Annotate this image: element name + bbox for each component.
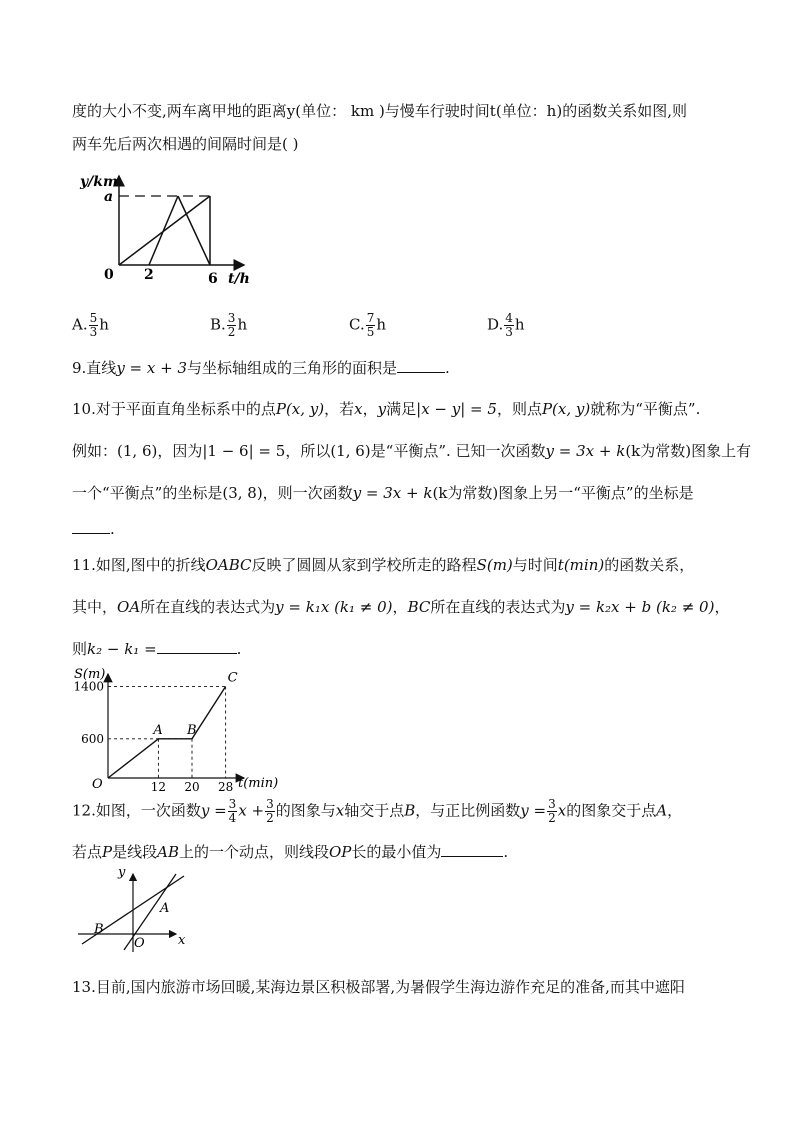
q11-x-label: t(min) xyxy=(238,776,279,791)
q9-text: 9.直线y = x + 3与坐标轴组成的三角形的面积是 . xyxy=(72,359,450,377)
q11-xtick-20: 20 xyxy=(184,780,200,794)
q8-fast-car-up xyxy=(149,196,178,265)
q12-line-1: 12.如图，一次函数y = $\frac{3}{4}$ x + $\frac{3}{2}$ 的图象与x轴交于点B，与正比例函数y = $\frac{3}{2}$ x的图象交于点A， xyxy=(72,797,683,825)
q11-line-1: 11.如图,图中的折线OABC反映了圆圆从家到学校所走的路程S(m)与时间t(min)的函数关系， xyxy=(72,556,695,574)
q11-xtick-12: 12 xyxy=(150,780,167,794)
q12-graph xyxy=(72,866,202,956)
q8-origin-label: 0 xyxy=(104,267,114,283)
q8-x-label: t/h xyxy=(228,271,250,287)
q8-tick-6: 6 xyxy=(208,271,218,287)
q10-line-3: 一个“平衡点”的坐标是(3, 8)，则一次函数y = 3x + k(k为常数)图象上另一“平衡点”的坐标是 xyxy=(72,484,694,502)
q11-point-label-C: C xyxy=(227,670,238,686)
q11-answer-blank xyxy=(157,653,237,654)
q13-text-line-1: 13.目前,国内旅游市场回暖,某海边景区积极部署,为暑假学生海边游作充足的准备,而其中遮阳 xyxy=(72,978,685,996)
q11-xtick-28: 28 xyxy=(217,780,234,794)
q10-line-2: 例如：(1, 6)，因为|1 − 6| = 5，所以(1, 6)是“平衡点”. 已知一次函数y = 3x + k(k为常数)图象上有 xyxy=(72,442,752,460)
q11-point-label-A: A xyxy=(153,722,163,738)
q8-option-c: C. $\frac{7}{5}$ h xyxy=(349,311,387,339)
q12-y-label: y xyxy=(118,866,126,880)
q9-answer-blank xyxy=(397,372,445,373)
q10-line-4: . xyxy=(72,520,115,538)
q8-option-b: B. $\frac{3}{2}$ h xyxy=(210,311,248,339)
q10-line-1: 10.对于平面直角坐标系中的点P(x, y)，若x，y满足|x − y| = 5，则点P(x, y)就称为“平衡点”. xyxy=(72,400,701,418)
q8-y-label: y/km xyxy=(80,174,118,190)
q11-origin-label: O xyxy=(92,777,103,792)
q12-line-2: 若点P是线段AB上的一个动点，则线段OP长的最小值为 . xyxy=(72,843,509,861)
q8-a-label: a xyxy=(104,189,114,205)
q8-text-line-1: 度的大小不变,两车离甲地的距离y(单位： km )与慢车行驶时间t(单位：h)的函数关系如图,则 xyxy=(72,102,687,120)
q11-line-2: 其中，OA所在直线的表达式为y = k₁x (k₁ ≠ 0)，BC所在直线的表达式为y = k₂x + b (k₂ ≠ 0)， xyxy=(72,598,730,616)
q11-series-line xyxy=(108,687,226,778)
q8-fast-car-down xyxy=(178,196,210,265)
q8-tick-2: 2 xyxy=(144,267,154,283)
q8-text-line-2: 两车先后两次相遇的间隔时间是( ) xyxy=(72,135,299,153)
q12-point-b-label: B xyxy=(94,922,104,937)
q8-graph xyxy=(72,168,262,290)
q11-chart xyxy=(66,664,296,796)
q8-option-d: D. $\frac{4}{3}$ h xyxy=(487,311,525,339)
q12-answer-blank xyxy=(441,856,503,857)
q8-option-a: A. $\frac{5}{3}$ h xyxy=(72,311,109,339)
q11-y-label: S(m) xyxy=(74,667,106,682)
q11-point-label-B: B xyxy=(187,722,197,738)
q11-ytick-1400: 1400 xyxy=(73,679,104,694)
q8-slow-car-line xyxy=(119,196,210,265)
q12-point-a-label: A xyxy=(160,901,170,916)
q11-line-3: 则k₂ − k₁ = . xyxy=(72,640,242,658)
q12-origin-label: O xyxy=(134,936,145,951)
q11-ytick-600: 600 xyxy=(81,731,104,746)
q12-x-label: x xyxy=(178,933,186,948)
q10-answer-blank xyxy=(72,533,110,534)
